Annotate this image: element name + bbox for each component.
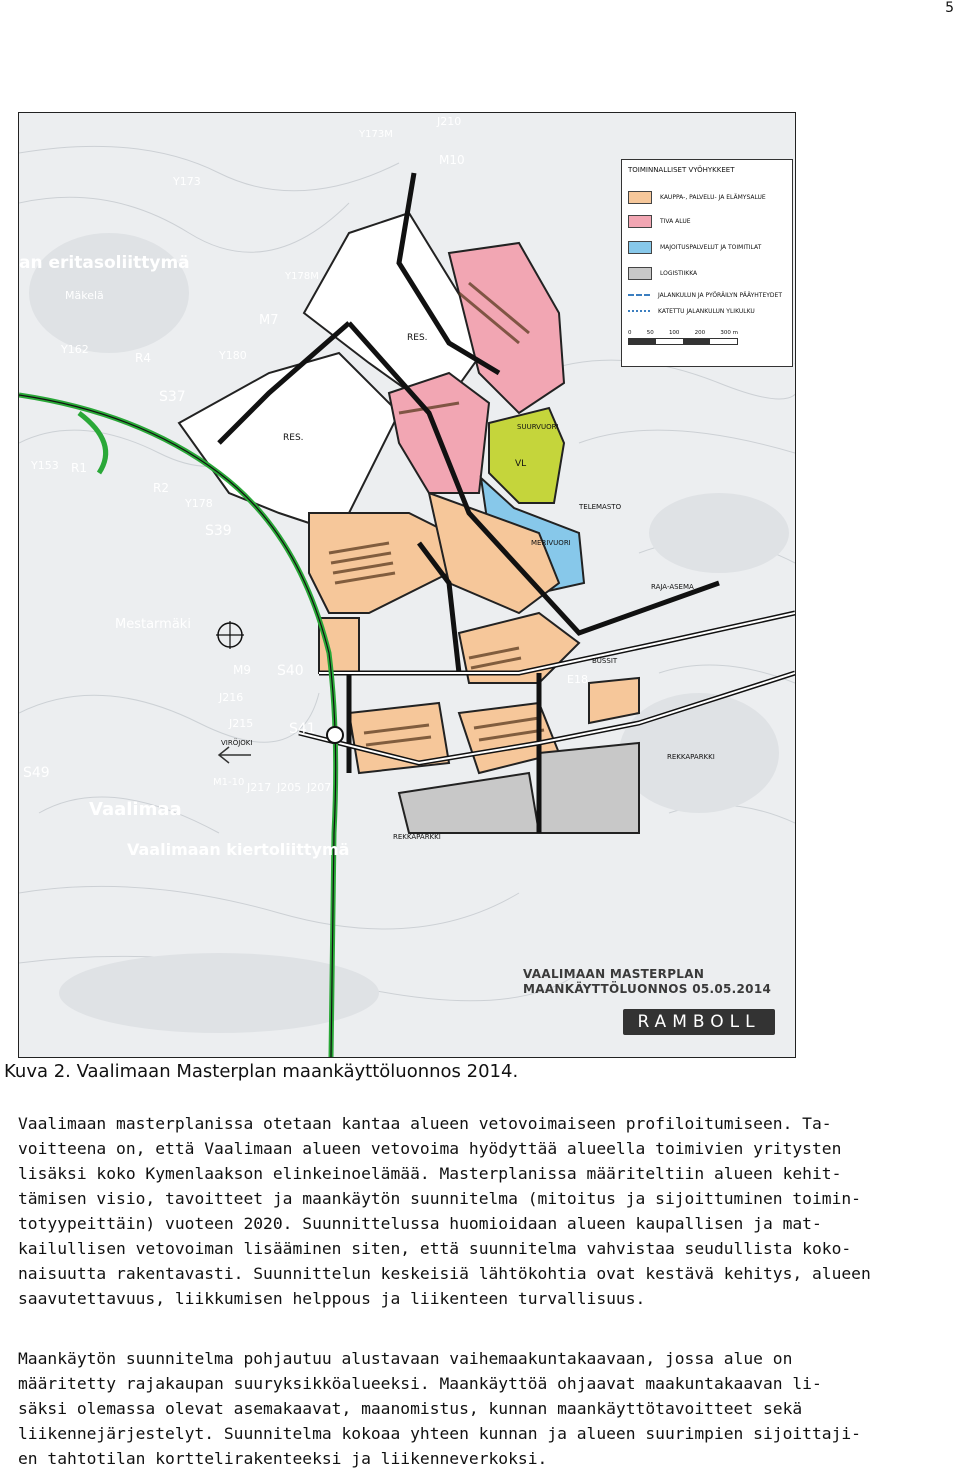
legend-label-lodging: MAJOITUSPALVELUT JA TOIMITILAT xyxy=(660,243,762,251)
label-m1-10: M1-10 xyxy=(213,777,245,788)
label-virojoki: VIRÖJOKI xyxy=(221,739,253,747)
label-s37: S37 xyxy=(159,389,186,405)
label-y173m: Y173M xyxy=(359,129,393,140)
label-y180: Y180 xyxy=(219,349,247,362)
paragraph-1 xyxy=(18,1111,958,1311)
figure-caption: Kuva 2. Vaalimaan Masterplan maankäyttöluonnos 2014. xyxy=(4,1061,519,1082)
label-j215: J215 xyxy=(229,717,254,730)
scale-label-200: 200 xyxy=(694,330,706,336)
label-merivuori: MERIVUORI xyxy=(531,539,571,547)
label-y178m: Y178M xyxy=(285,271,319,282)
paragraph-1-line: naisuutta rakentavasti. Suunnittelun keskeisiä lähtökohtia ovat kestävä kehitys, alueen xyxy=(18,1264,871,1283)
paragraph-1-line: voitteena on, että Vaalimaan alueen vetovoima hyödyttää alueella toimivien yritysten xyxy=(18,1139,842,1158)
label-m9: M9 xyxy=(233,663,251,677)
label-vaalimaa: Vaalimaa xyxy=(89,799,182,820)
label-j205: J205 xyxy=(277,781,302,794)
paragraph-1-line: Vaalimaan masterplanissa otetaan kantaa alueen vetovoimaiseen profiloitumiseen. Ta- xyxy=(18,1114,832,1133)
paragraph-2-line: liikennejärjestelyt. Suunnitelma kokoaa yhteen kunnan ja alueen suurimpien sijoittaji- xyxy=(18,1424,861,1443)
label-j217: J217 xyxy=(247,781,272,794)
legend-line-dotted xyxy=(628,310,650,312)
scale-bar-graphic xyxy=(628,338,738,345)
label-r2: R2 xyxy=(153,481,169,495)
label-j207: J207 xyxy=(307,781,332,794)
legend-title: TOIMINNALLISET VYÖHYKKEET xyxy=(628,166,735,174)
label-rekkaparkki-bottom: REKKAPARKKI xyxy=(393,833,441,841)
legend-label-retail: KAUPPA-, PALVELU- JA ELÄMYSALUE xyxy=(660,193,766,201)
paragraph-1-line: saavutettavuus, liikkumisen helppous ja liikenteen turvallisuus. xyxy=(18,1289,646,1308)
label-j210: J210 xyxy=(437,115,462,128)
label-s39: S39 xyxy=(205,523,232,539)
legend-item-logistics xyxy=(628,266,697,280)
label-y178: Y178 xyxy=(185,497,213,510)
paragraph-2-line: en tahtotilan korttelirakenteeksi ja liikenneverkoksi. xyxy=(18,1449,548,1468)
map-title-line2: MAANKÄYTTÖLUONNOS 05.05.2014 xyxy=(523,982,772,996)
page-number: 5 xyxy=(945,0,954,16)
label-vl: VL xyxy=(515,459,527,469)
label-bussit: BUSSIT xyxy=(592,657,618,665)
paragraph-2-line: Maankäytön suunnitelma pohjautuu alustavaan vaihemaakuntakaavaan, jossa alue on xyxy=(18,1349,793,1368)
label-m10: M10 xyxy=(439,153,465,167)
legend-item-walking-routes xyxy=(628,288,782,302)
label-kiertoliittyma: Vaalimaan kiertoliittymä xyxy=(127,840,350,859)
paragraph-2 xyxy=(18,1346,958,1471)
legend-line-dashed xyxy=(628,294,650,296)
label-r1: R1 xyxy=(71,461,87,475)
label-raja-asema: RAJA-ASEMA xyxy=(651,583,694,591)
label-eritasoliittyma: an eritasoliittymä xyxy=(19,253,190,273)
label-y162: Y162 xyxy=(61,343,89,356)
scale-label-50: 50 xyxy=(646,330,654,336)
scale-label-300: 300 m xyxy=(720,330,738,336)
label-s40: S40 xyxy=(277,663,304,679)
legend-swatch-logistics xyxy=(628,267,652,280)
label-m7: M7 xyxy=(259,313,279,328)
scale-label-0: 0 xyxy=(628,330,632,336)
paragraph-1-line: tämisen visio, tavoitteet ja maankäytön suunnitelma (mitoitus ja sijoittuminen toimin- xyxy=(18,1189,861,1208)
label-makela: Mäkelä xyxy=(65,289,104,302)
label-y153: Y153 xyxy=(31,459,59,472)
label-suurvuori: SUURVUORI xyxy=(517,423,559,431)
label-y173: Y173 xyxy=(173,175,201,188)
legend-item-tiva xyxy=(628,214,691,228)
masterplan-map xyxy=(18,112,796,1058)
legend-label-tiva: TIVA ALUE xyxy=(660,217,691,225)
legend-label-walking-routes: JALANKULUN JA PYÖRÄILYN PÄÄYHTEYDET xyxy=(658,291,782,299)
legend-item-covered-crossing xyxy=(628,304,755,318)
label-res-upper: RES. xyxy=(407,333,428,343)
label-s49: S49 xyxy=(23,765,50,781)
label-mestarmaki: Mestarmäki xyxy=(115,617,191,632)
label-s41: S41 xyxy=(289,721,316,737)
label-res-lower: RES. xyxy=(283,433,304,443)
legend-label-covered-crossing: KATETTU JALANKULUN YLIKULKU xyxy=(658,307,755,315)
legend-item-lodging xyxy=(628,240,761,254)
paragraph-2-line: säksi olemassa olevat asemakaavat, maanomistus, kunnan maankäyttötavoitteet sekä xyxy=(18,1399,803,1418)
paragraph-1-line: lisäksi koko Kymenlaakson elinkeinoelämää. Masterplanissa määriteltiin alueen kehit- xyxy=(18,1164,842,1183)
label-e18: E18 xyxy=(567,673,588,686)
scale-label-100: 100 xyxy=(668,330,680,336)
map-title-block xyxy=(523,967,781,997)
label-r4: R4 xyxy=(135,351,151,365)
legend-scale-bar xyxy=(628,330,738,345)
label-j216: J216 xyxy=(219,691,244,704)
ramboll-logo: RAMBOLL xyxy=(623,1009,775,1035)
map-title-line1: VAALIMAAN MASTERPLAN xyxy=(523,967,705,981)
label-rekkaparkki-right: REKKAPARKKI xyxy=(667,753,715,761)
paragraph-2-line: määritetty rajakaupan suuryksikköalueeksi. Maankäyttöä ohjaavat maakuntakaavan li- xyxy=(18,1374,822,1393)
legend-label-logistics: LOGISTIIKKA xyxy=(660,269,698,277)
legend-swatch-retail xyxy=(628,191,652,204)
paragraph-1-line: totyypeittäin) vuoteen 2020. Suunnittelussa huomioidaan alueen kaupallisen ja mat- xyxy=(18,1214,822,1233)
legend-item-retail xyxy=(628,190,766,204)
legend-swatch-tiva xyxy=(628,215,652,228)
map-legend xyxy=(621,159,793,367)
label-telemasto: TELEMASTO xyxy=(579,503,622,511)
legend-swatch-lodging xyxy=(628,241,652,254)
paragraph-1-line: kailullisen vetovoiman lisääminen siten, että suunnitelma vahvistaa seudullista koko- xyxy=(18,1239,852,1258)
